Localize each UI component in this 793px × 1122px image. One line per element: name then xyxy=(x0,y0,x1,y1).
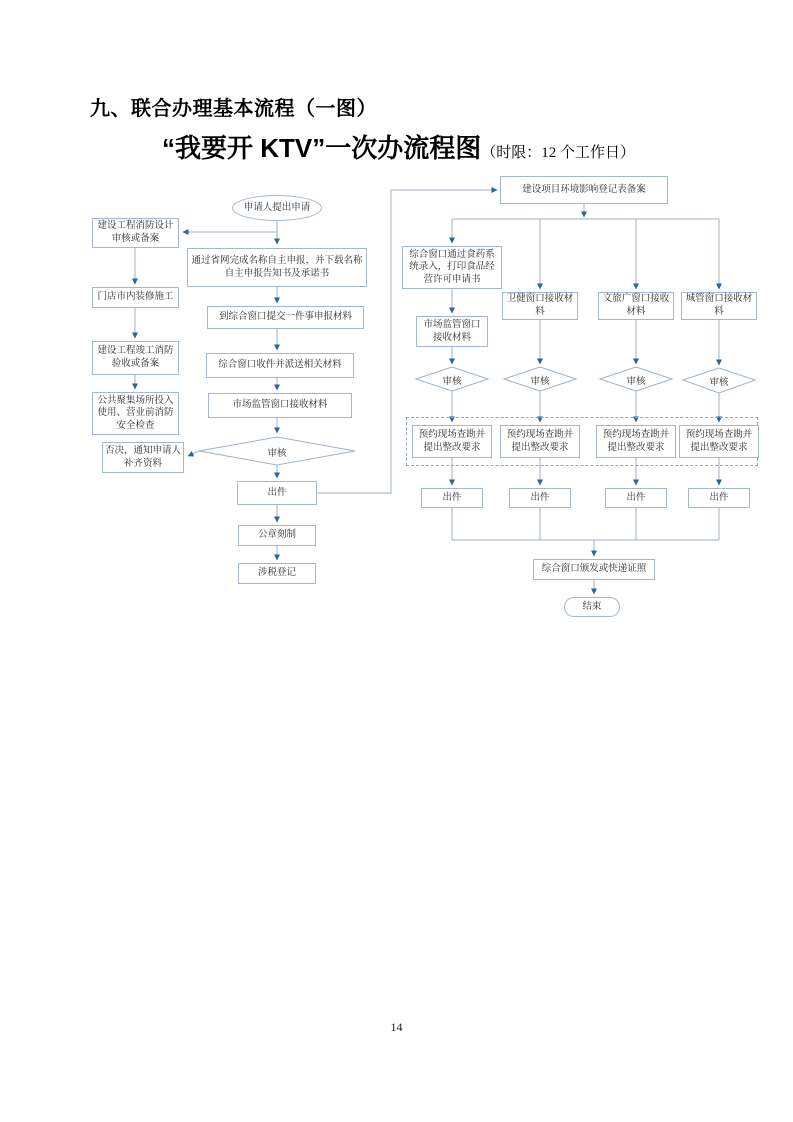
node-reject-notice: 否决，通知申请人补齐资料 xyxy=(102,442,184,473)
node-review-center: 审核 xyxy=(267,449,287,459)
node-start: 申请人提出申请 xyxy=(232,195,322,221)
node-issue-3: 出件 xyxy=(605,488,667,508)
node-site-survey-4: 预约现场查勘并提出整改要求 xyxy=(679,425,759,458)
node-online-declare: 通过省网完成名称自主申报，并下载名称自主申报告知书及承诺书 xyxy=(187,248,367,287)
node-decoration: 门店市内装修施工 xyxy=(92,287,179,308)
node-urban-receive: 城管窗口接收材料 xyxy=(681,292,757,320)
flow-title-main: “我要开 KTV”一次办流程图 xyxy=(162,133,482,163)
page-number: 14 xyxy=(390,1020,403,1034)
node-license-delivery: 综合窗口颁发或快递证照 xyxy=(533,559,655,580)
node-end: 结束 xyxy=(564,597,620,617)
node-culture-receive: 文旅广窗口接收材料 xyxy=(598,292,674,320)
node-review-4: 审核 xyxy=(709,378,729,388)
node-market-receive-2: 市场监管窗口接收材料 xyxy=(416,316,488,347)
node-food-system-entry: 综合窗口通过食药系统录入，打印食品经营许可申请书 xyxy=(402,246,502,289)
node-issue-2: 出件 xyxy=(509,488,571,508)
node-health-receive: 卫健窗口接收材料 xyxy=(502,292,578,320)
node-site-survey-3: 预约现场查勘并提出整改要求 xyxy=(596,425,676,458)
node-site-survey-2: 预约现场查勘并提出整改要求 xyxy=(500,425,580,458)
node-fire-safety-check: 公共聚集场所投入使用、营业前消防安全检查 xyxy=(92,392,179,435)
flow-title-note: （时限：12 个工作日） xyxy=(481,145,635,161)
node-seal-making: 公章刻制 xyxy=(238,525,316,546)
node-tax-register: 涉税登记 xyxy=(238,563,316,584)
node-review-3: 审核 xyxy=(626,377,646,387)
node-issue-1: 出件 xyxy=(421,488,483,508)
node-issue-center: 出件 xyxy=(237,481,317,505)
node-issue-4: 出件 xyxy=(688,488,750,508)
node-submit-materials: 到综合窗口提交一件事申报材料 xyxy=(207,306,364,329)
section-heading: 九、联合办理基本流程（一图） xyxy=(90,98,377,120)
node-fire-design: 建设工程消防设计审核或备案 xyxy=(92,218,179,248)
node-fire-acceptance: 建设工程竣工消防验收或备案 xyxy=(92,341,179,375)
node-site-survey-1: 预约现场查勘并提出整改要求 xyxy=(412,425,492,458)
node-review-1: 审核 xyxy=(442,377,462,387)
node-env-register: 建设项目环境影响登记表备案 xyxy=(500,176,668,204)
node-receive-dispatch: 综合窗口收件并派送相关材料 xyxy=(206,353,354,378)
node-review-2: 审核 xyxy=(530,377,550,387)
node-market-receive: 市场监管窗口接收材料 xyxy=(208,393,352,418)
